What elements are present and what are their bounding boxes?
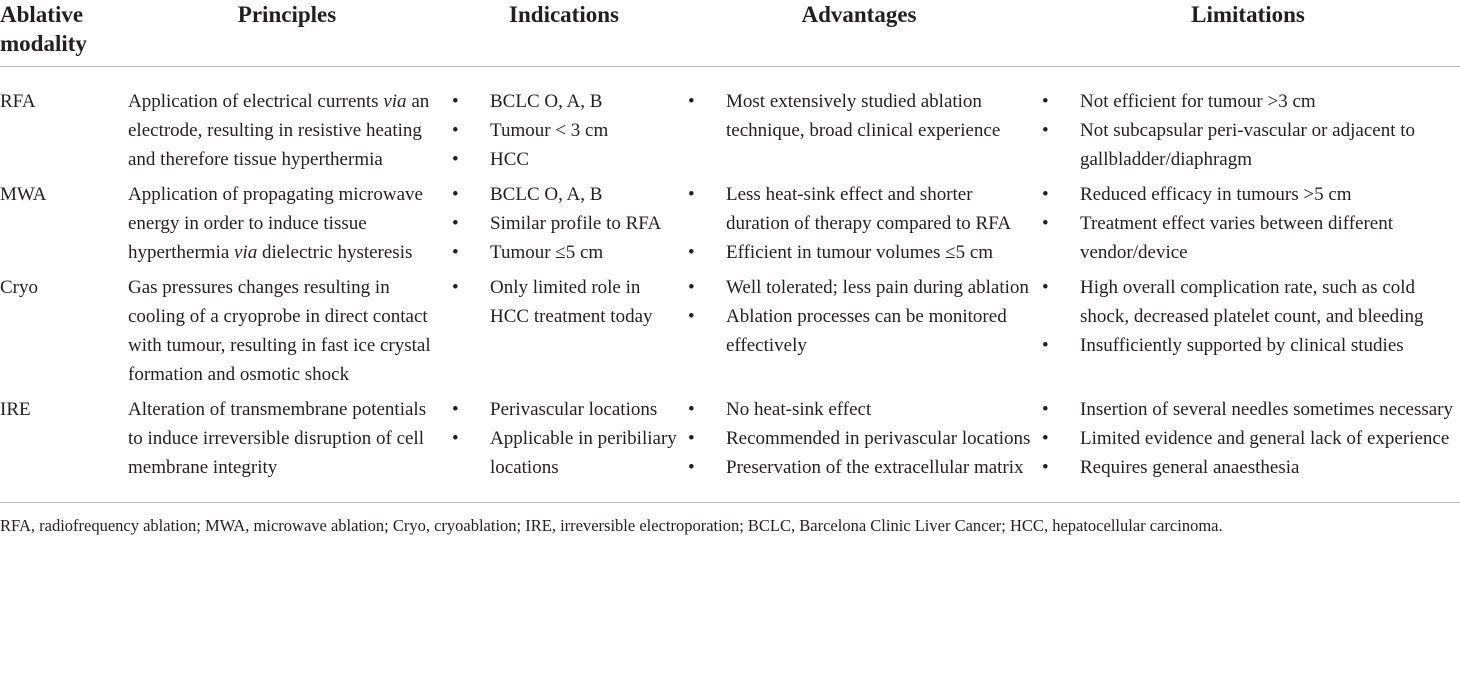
- list-item: • Preservation of the extracellular matrix: [682, 453, 1036, 482]
- limitations-list: [1036, 273, 1460, 360]
- cell-modality: RFA: [0, 91, 36, 112]
- cell-indications: [446, 180, 682, 273]
- list-item: • Insertion of several needles sometimes necessary: [1036, 395, 1460, 424]
- list-item: • Well tolerated; less pain during ablation: [682, 273, 1036, 302]
- list-item: • Limited evidence and general lack of experience: [1036, 424, 1460, 453]
- list-item: • Applicable in peribiliary locations: [446, 424, 682, 482]
- list-item: • Requires general anaesthesia: [1036, 453, 1460, 482]
- list-item: • HCC: [446, 145, 682, 174]
- indications-list: [446, 180, 682, 267]
- header-limitations: Limitations: [1036, 0, 1460, 67]
- limitations-list: [1036, 180, 1460, 267]
- principles-text: Application of electrical currents: [128, 91, 384, 112]
- table-body: [0, 67, 1460, 503]
- cell-modality: Cryo: [0, 277, 38, 298]
- cell-principles: [128, 273, 446, 395]
- list-item: • Insufficiently supported by clinical studies: [1036, 331, 1460, 360]
- list-item: • No heat-sink effect: [682, 395, 1036, 424]
- header-indications: Indications: [446, 0, 682, 67]
- cell-limitations: [1036, 273, 1460, 395]
- list-item: • Ablation processes can be monitored effectively: [682, 302, 1036, 360]
- limitations-list: [1036, 395, 1460, 482]
- advantages-list: [682, 273, 1036, 360]
- table-row: [0, 180, 1460, 273]
- principles-italic-text: via: [383, 91, 407, 112]
- limitations-list: [1036, 87, 1460, 174]
- list-item: • Recommended in perivascular locations: [682, 424, 1036, 453]
- advantages-list: [682, 180, 1036, 267]
- table-footnote: RFA, radiofrequency ablation; MWA, microwave ablation; Cryo, cryoablation; IRE, irreversible electroporation; BCLC, Barcelona Clinic Liver Cancer; HCC, hepatocellular carcinoma.: [0, 516, 1223, 535]
- table-row: [0, 67, 1460, 181]
- list-item: • Treatment effect varies between different vendor/device: [1036, 209, 1460, 267]
- cell-modality: MWA: [0, 184, 47, 205]
- advantages-list: [682, 395, 1036, 482]
- list-item: • Perivascular locations: [446, 395, 682, 424]
- list-item: • Similar profile to RFA: [446, 209, 682, 238]
- list-item: • Not efficient for tumour >3 cm: [1036, 87, 1460, 116]
- list-item: • Tumour ≤5 cm: [446, 238, 682, 267]
- cell-indications: [446, 395, 682, 503]
- principles-text: dielectric hysteresis: [257, 242, 413, 263]
- principles-text: Gas pressures changes resulting in cooling of a cryoprobe in direct contact with tumour, resulting in fast ice crystal formation and osmotic shock: [128, 277, 431, 385]
- table-header-row: [0, 0, 1460, 67]
- cell-advantages: [682, 395, 1036, 503]
- cell-principles: [128, 67, 446, 181]
- cell-indications: [446, 273, 682, 395]
- principles-italic-text: via: [234, 242, 258, 263]
- cell-indications: [446, 67, 682, 181]
- header-advantages: Advantages: [682, 0, 1036, 67]
- list-item: • Efficient in tumour volumes ≤5 cm: [682, 238, 1036, 267]
- list-item: • BCLC O, A, B: [446, 87, 682, 116]
- cell-limitations: [1036, 67, 1460, 181]
- list-item: • Tumour < 3 cm: [446, 116, 682, 145]
- cell-limitations: [1036, 180, 1460, 273]
- cell-principles: [128, 395, 446, 503]
- principles-text: Alteration of transmembrane potentials to induce irreversible disruption of cell membrane integrity: [128, 399, 427, 478]
- list-item: • Only limited role in HCC treatment today: [446, 273, 682, 331]
- indications-list: [446, 395, 682, 482]
- principles-text: an electrode, resulting in resistive heating and therefore tissue hyperthermia: [128, 91, 430, 170]
- list-item: • Not subcapsular peri-vascular or adjacent to gallbladder/diaphragm: [1036, 116, 1460, 174]
- table-row: [0, 273, 1460, 395]
- header-principles: Principles: [128, 0, 446, 67]
- cell-advantages: [682, 273, 1036, 395]
- principles-text: Application of propagating microwave energy in order to induce tissue hyperthermia: [128, 184, 423, 263]
- list-item: • High overall complication rate, such as cold shock, decreased platelet count, and bleeding: [1036, 273, 1460, 331]
- cell-modality: IRE: [0, 395, 128, 503]
- list-item: • Reduced efficacy in tumours >5 cm: [1036, 180, 1460, 209]
- advantages-list: [682, 87, 1036, 145]
- list-item: • Most extensively studied ablation technique, broad clinical experience: [682, 87, 1036, 145]
- indications-list: [446, 273, 682, 331]
- header-ablative-modality: Ablative modality: [0, 0, 128, 67]
- cell-advantages: [682, 180, 1036, 273]
- table-row: [0, 395, 1460, 503]
- cell-limitations: [1036, 395, 1460, 503]
- list-item: • BCLC O, A, B: [446, 180, 682, 209]
- list-item: • Less heat-sink effect and shorter duration of therapy compared to RFA: [682, 180, 1036, 238]
- cell-principles: [128, 180, 446, 273]
- indications-list: [446, 87, 682, 174]
- cell-advantages: [682, 67, 1036, 181]
